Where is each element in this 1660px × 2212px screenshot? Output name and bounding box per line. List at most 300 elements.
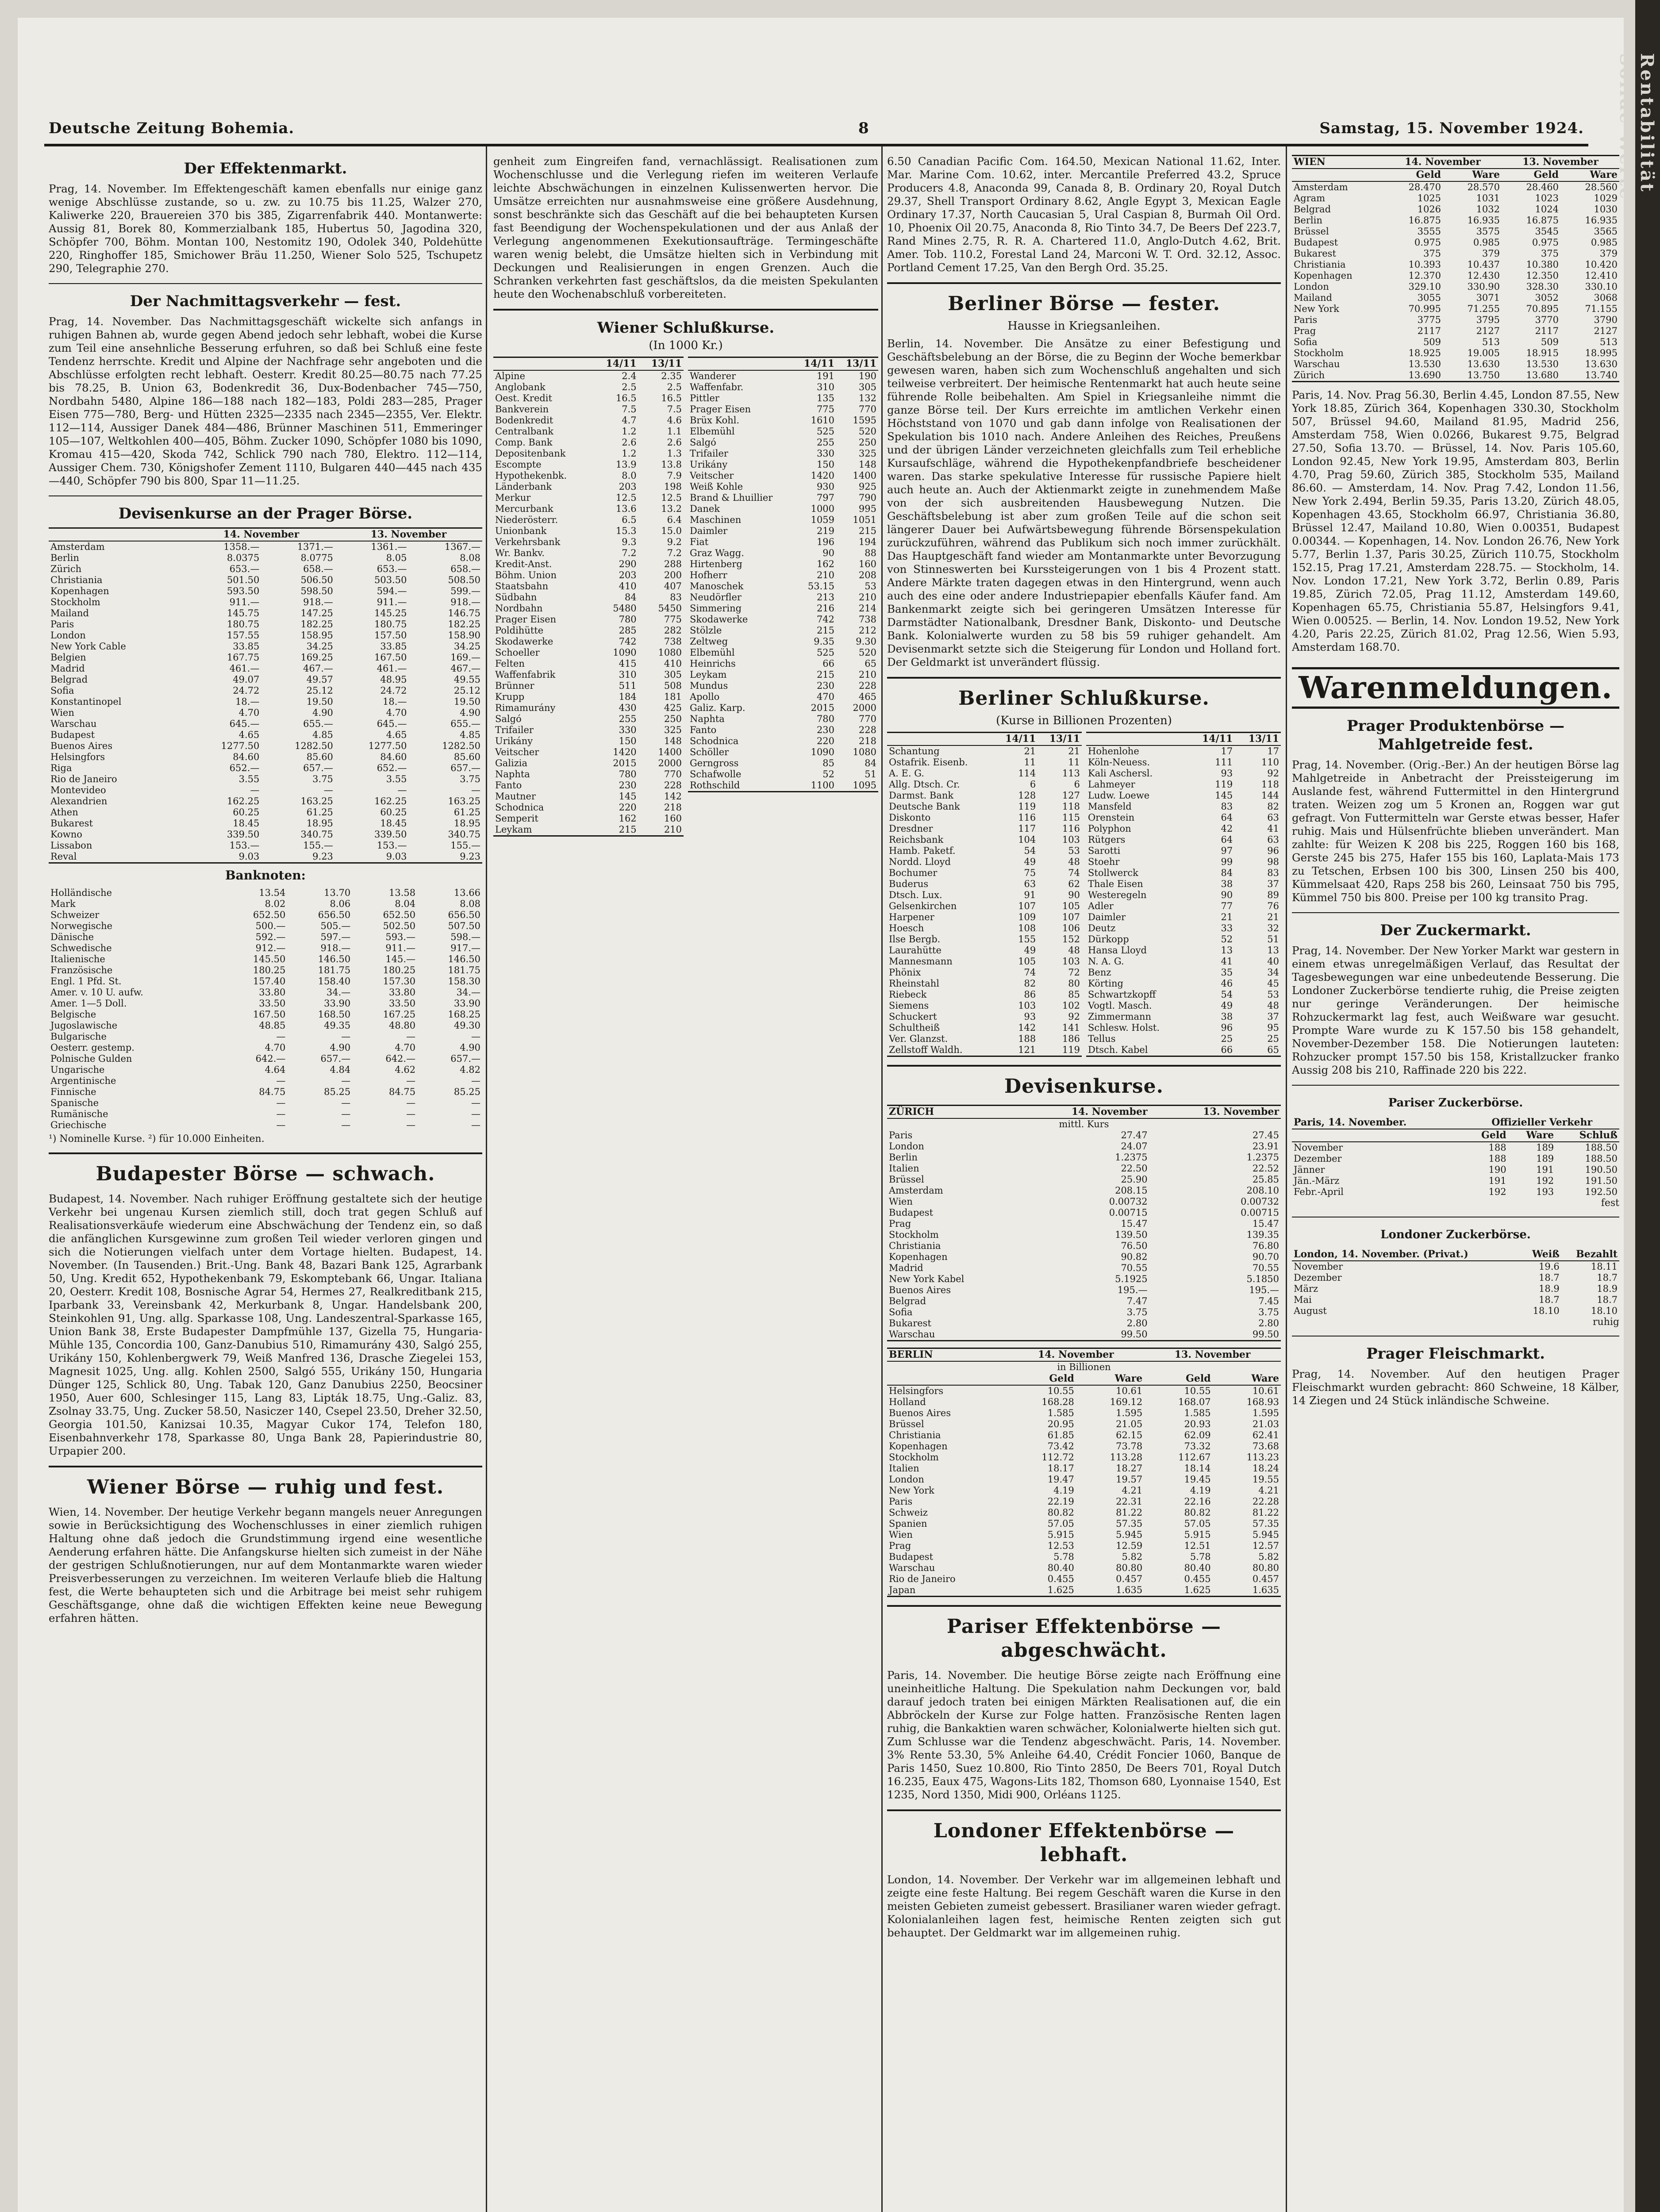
table-row [1292,1175,1619,1187]
column-3 [887,155,1281,2212]
table-row [887,1496,1281,1507]
col-header: 13/11 [1038,733,1082,746]
separator [887,1065,1281,1067]
cell-value: 76 [1267,901,1279,911]
cell-value: 90 [1068,890,1080,900]
cell-value: 188.50 [1585,1142,1618,1153]
cell-value: 21 [1024,746,1036,757]
cell-value: 139.35 [1246,1229,1279,1240]
col-header: Paris, 14. November. [1292,1117,1464,1129]
table-row [49,597,482,608]
table-row [688,691,878,703]
cell-value: — [341,1075,351,1086]
col-header: 13/11 [638,357,684,371]
col-header: WIEN [1292,156,1384,169]
table-row [1292,226,1619,237]
cell-value: 2127 [1594,326,1618,336]
row-label: Schafwolle [690,769,742,780]
cell-value: 57.35 [1116,1518,1143,1529]
cell-value: 325 [858,448,876,459]
row-label: Finnische [50,1087,96,1097]
cell-value: 220 [816,736,835,746]
cell-value: 13.740 [1585,370,1618,380]
col-header: Geld [1008,1373,1076,1385]
cell-value: 339.50 [227,829,260,840]
wiener-kurse [493,357,878,837]
row-label: Sofia [1294,337,1318,347]
table-row [887,956,1082,967]
row-label: Mercurbank [495,503,553,514]
cell-value: 918.— [320,943,351,953]
row-label: Gelsenkirchen [889,901,957,911]
cell-value: 35 [1221,967,1233,978]
cell-value: 60.25 [233,807,260,818]
cell-value: 49.55 [453,674,480,685]
row-label: Dezember [1294,1272,1342,1283]
cell-value: 53 [1068,845,1080,856]
cell-value: 503.50 [374,575,407,585]
cell-value: 6.5 [622,515,637,525]
table-row [688,503,878,515]
table-row [688,492,878,503]
row-label: Dezember [1294,1153,1342,1164]
cell-value: 330 [619,725,637,735]
cell-value: — [276,1120,286,1130]
row-label: Montevideo [50,785,106,795]
row-label: Hoesch [889,923,924,933]
row-label: Ilse Bergb. [889,934,941,945]
cell-value: 509 [1541,337,1559,347]
table-row [1292,1187,1619,1198]
cell-value: 13.8 [661,459,682,470]
cell-value: 89 [1267,890,1279,900]
cell-value: 181 [664,691,682,702]
cell-value: 90 [822,548,835,558]
table-title: Pariser Zuckerbörse. [1388,1096,1523,1110]
row-label: Adler [1088,901,1114,911]
cell-value: 1361.— [371,541,407,552]
table-row [493,691,684,703]
table-row [887,901,1082,912]
table-row [1086,856,1281,868]
cell-value: 18.24 [1252,1463,1279,1474]
cell-value: 5.1850 [1246,1274,1279,1284]
cell-value: 93 [1221,768,1233,779]
cell-value: 213 [816,592,835,603]
table-row [49,718,482,730]
table-row [49,1098,482,1109]
cell-value: 33.80 [259,987,286,998]
table-row [493,570,684,581]
cell-value: 98 [1267,856,1279,867]
page-number: 8 [858,119,869,137]
row-label: Bodenkredit [495,415,553,426]
table-row [49,987,482,998]
cell-value: 25.12 [306,685,333,696]
row-label: Madrid [889,1263,923,1273]
col-header: 13/11 [1234,733,1281,746]
cell-value: 104 [1018,834,1036,845]
row-label: Engl. 1 Pfd. St. [50,976,122,987]
cell-value: 1.635 [1252,1585,1279,1595]
cell-value: 6 [1074,779,1080,790]
cell-value: 41 [1267,823,1279,834]
row-label: London [889,1474,924,1485]
tendency-label: fest [1601,1198,1619,1209]
cell-value: 16.935 [1585,215,1618,226]
cell-value: 0.00732 [1109,1196,1148,1207]
cell-value: 42 [1221,823,1233,834]
row-label: Schodnica [495,802,544,813]
cell-value: 2.5 [667,382,682,392]
row-label: Daimler [690,526,728,536]
table-row [493,780,684,791]
cell-value: 63 [1024,879,1036,889]
cell-value: 48.80 [388,1020,416,1031]
table-row [1086,834,1281,845]
cell-value: 652.50 [383,910,416,920]
cell-value: 930 [816,481,835,492]
table-row [688,459,878,470]
cell-value: 508 [664,680,682,691]
cell-value: 2.6 [622,437,637,448]
cell-value: 3.75 [312,774,333,784]
row-label: Felten [495,658,525,669]
cell-value: 48 [1068,856,1080,867]
cell-value: 467.— [450,663,480,674]
cell-value: 925 [858,481,876,492]
row-label: Hohenlohe [1088,746,1139,757]
cell-value: 0.457 [1116,1574,1143,1584]
table-row [688,415,878,426]
cell-value: 415 [619,658,637,669]
cell-value: 38 [1221,879,1233,889]
table-row [887,1185,1281,1196]
cell-value: 461.— [229,663,260,674]
cell-value: 220 [619,802,637,813]
cell-value: — [250,785,260,795]
row-label: Athen [50,807,78,818]
separator [1292,912,1619,913]
row-label: Prager Eisen [495,614,557,625]
row-label: Belgrad [1294,204,1331,215]
row-label: Verkehrsbank [495,537,561,547]
table-row [1086,912,1281,923]
tendency-label: ruhig [1593,1317,1619,1328]
berliner-kurse [887,732,1281,1057]
table-row [887,801,1082,812]
col-header: Geld [1502,169,1560,181]
cell-value: 27.47 [1121,1130,1148,1141]
cell-value: 19.6 [1539,1261,1560,1272]
cell-value: 18.45 [233,818,260,829]
cell-value: 33.85 [233,641,260,652]
cell-value: 82 [1024,978,1036,989]
cell-value: 1095 [853,780,876,791]
cell-value: 18.995 [1585,348,1618,358]
foreign-rates-text: Paris, 14. Nov. Prag 56.30, Berlin 4.45, London 87.55, New York 18.85, Zürich 364, Kopenhagen 330.30, Stockholm 507, Brüssel 94.60, Mailand 81.95, Madrid 256, Amsterdam 758, Wien 0.0266, Bukarest 9.75, Belgrad 27.50, Sofia 13.70. — Brüssel, 14. Nov. Paris 105.60, London 92.45, New York 19.95, Amsterdam 803, Berlin 4.70, Prag 59.60, Zürich 385, Stockholm 535, Mailand 86.60. — Amsterdam, 14. Nov. Prag 7.42, London 11.56, New York 2.494, Berlin 59.35, Paris 13.20, Zürich 48.05, Kopenhagen 43.65, Stockholm 66.97, Christiania 36.80, Brüssel 12.47, Mailand 10.80, Wien 0.00351, Budapest 0.00344. — Kopenhagen, 14. Nov. London 26.76, New York 5.77, Berlin 1.37, Paris 30.25, Zürich 110.75, Stockholm 152.15, Prag 17.21, Amsterdam 228.75. — Stockholm, 14. Nov. London 17.21, New York 3.72, Berlin 0.89, Paris 19.85, Zürich 72.05, Prag 11.12, Amsterdam 149.60, Kopenhagen 65.75, Christiania 55.87, Helsingfors 9.41, Wien 0.00525. — Berlin, 14. Nov. London 19.52, New York 4.20, Paris 22.25, Zürich 81.02, Prag 12.56, Wien 5.93, Amsterdam 168.70. [1292,388,1619,653]
separator [49,1152,482,1154]
cell-value: 8.0 [622,470,637,481]
table-row [1086,1022,1281,1033]
cell-value: 19.55 [1252,1474,1279,1485]
table-row [1292,370,1619,382]
cell-value: 2117 [1417,326,1441,336]
cell-value: 191 [1536,1164,1554,1175]
cell-value: 119 [1018,801,1036,812]
cell-value: 80 [1068,978,1080,989]
cell-value: 797 [816,492,835,503]
cell-value: 142 [1018,1022,1036,1033]
cell-value: 70.895 [1526,303,1559,314]
table-row [493,393,684,404]
cell-value: 7.45 [1258,1296,1279,1306]
row-label: Rio de Janeiro [50,774,117,784]
cell-value: 7.5 [622,404,637,415]
table-row [49,685,482,696]
row-label: A. E. G. [889,768,924,779]
row-label: Amsterdam [889,1185,943,1196]
column-divider [1286,146,1287,2212]
table-row [493,813,684,824]
table-row [887,768,1082,779]
row-label: Brand & Lhuillier [690,492,773,503]
cell-value: 82 [1267,801,1279,812]
row-label: Schöller [690,747,729,757]
cell-value: 1080 [658,647,682,658]
cell-value: 4.85 [460,730,480,740]
table-row [493,470,684,481]
cell-value: 196 [816,537,835,547]
cell-value: 4.90 [312,707,333,718]
row-label: Polnische Gulden [50,1053,132,1064]
cell-value: 80.82 [1047,1507,1074,1518]
cell-value: 653.— [229,564,260,574]
cell-value: 652.50 [253,910,286,920]
row-label: Griechische [50,1120,107,1130]
cell-value: 25 [1267,1033,1279,1044]
table-row [49,652,482,663]
row-label: Veitscher [690,470,734,481]
row-label: New York [889,1485,934,1496]
table-row [1086,801,1281,812]
cell-value: 33.80 [388,987,416,998]
table-row [688,703,878,714]
cell-value: 64 [1221,834,1233,845]
cell-value: 4.19 [1190,1485,1211,1496]
cell-value: 1031 [1476,193,1500,204]
col-header: Schluß [1556,1129,1619,1142]
devisen-berlin [887,1348,1281,1597]
table-row [1292,1294,1619,1306]
cell-value: 168.07 [1178,1397,1211,1407]
cell-value: 80.80 [1252,1563,1279,1573]
cell-value: — [471,1031,480,1042]
table-row [688,470,878,481]
cell-value: 2117 [1535,326,1559,336]
row-label: Neudörfler [690,592,742,603]
cell-value: 5.82 [1258,1551,1279,1562]
cell-value: 84.60 [233,752,260,762]
cell-value: 5.82 [1122,1551,1143,1562]
cell-value: — [471,1120,480,1130]
cell-value: 40 [1267,956,1279,967]
cell-value: 18.14 [1184,1463,1211,1474]
row-label: Laurahütte [889,945,941,956]
cell-value: 598.— [450,932,480,942]
cell-value: 1282.50 [295,741,333,751]
edge-text [1616,53,1657,240]
cell-value: 461.— [377,663,407,674]
cell-value: 13.530 [1408,359,1441,369]
row-label: Elbemühl [690,647,735,658]
cell-value: 8.06 [330,899,351,909]
cell-value: 145.75 [227,608,260,618]
cell-value: 505.— [320,921,351,931]
table-title: Wiener Schlußkurse. [597,319,775,337]
table-row [887,779,1082,790]
cell-value: 250 [858,437,876,448]
cell-value: 182.25 [300,619,333,630]
table-row [493,526,684,537]
cell-value: — [341,1031,351,1042]
cell-value: 9.03 [238,851,260,862]
cell-value: 33.90 [453,998,480,1009]
cell-value: 167.75 [227,652,260,663]
table-row [49,851,482,863]
cell-value: — [276,1031,286,1042]
cell-value: 3775 [1417,315,1441,325]
article-body: Budapest, 14. November. Nach ruhiger Eröffnung gestaltete sich der heutige Verkehr bei ungenau Kursen ziemlich still, doch trat gegen Schluß auf Realisationsverkäufe wiederum eine Abschwächung der Tendenz ein, so daß die anfänglichen Kursgewinne zum großen Teil wieder verloren gingen und sich die Notierungen vielfach unter dem Vortage hielten. Budapest, 14. November. (In Tausenden.) Brit.-Ung. Bank 48, Bazari Bank 125, Agrarbank 50, Ung. Kredit 652, Hypothekenbank 79, Eskomptebank 66, Ungar. Italiana 20, Oesterr. Kredit 108, Bosnische Agrar 54, Hermes 27, Realkreditbank 215, Iparbank 33, Vereinsbank 42, Merkurbank 8, Ungar. Handelsbank 200, Steinkohlen 91, Ung. allg. Sparkasse 108, Ung. Landeszentral-Sparkasse 165, Union Bank 38, Erste Budapester Dampfmühle 137, Gizella 75, Hungaria-Mühle 135, Concordia 100, Ganz-Danubius 510, Rimamurány 430, Salgó 255, Urikány 150, Kohlenbergwerk 79, Weiß Manfred 136, Drasche Ziegelei 153, Magnesit 1025, Ung. allg. Kohlen 2500, Salgó 555, Urikány 150, Hungaria Dünger 125, Schlick 80, Ung. Tabak 120, Ganz Danubius 2250, Beocsiner 1950, Auer 600, Schlesinger 115, Lang 83, Lipták 18.75, Ung.-Galiz. 83, Zsolnay 33.75, Ung. Zucker 58.50, Nasiczer 140, Csepel 23.50, Dreher 32.50, Georgia 101.50, Kanizsai 10.35, Magyar Cukor 174, Telefon 180, Eisenbahnverkehr 178, Sparkasse 80, Unga Bank 28, Papierindustrie 80, Urpapier 200. [49,1192,482,1457]
cell-value: 49.57 [306,674,333,685]
cell-value: 228 [858,725,876,735]
cell-value: 34.— [326,987,351,998]
cell-value: — [276,1075,286,1086]
table-row [688,437,878,448]
cell-value: 12.5 [661,492,682,503]
row-label: Italien [889,1163,919,1174]
table-row [887,890,1082,901]
row-label: Italien [889,1463,919,1474]
cell-value: 66 [822,658,835,669]
cell-value: 214 [858,603,876,614]
cell-value: 5.1925 [1115,1274,1148,1284]
table-row [1086,923,1281,934]
table-row [1292,215,1619,226]
row-label: Mansfeld [1088,801,1132,812]
cell-value: 162 [619,813,637,824]
cell-value: 117 [1018,823,1036,834]
cell-value: 4.90 [460,707,480,718]
cell-value: 0.455 [1184,1574,1211,1584]
cell-value: 28.460 [1526,182,1559,192]
row-label: Merkur [495,492,531,503]
devisen-wien [1292,155,1619,382]
cell-value: 655.— [450,718,480,729]
cell-value: 37 [1267,879,1279,889]
row-label: Niederösterr. [495,515,558,525]
cell-value: — [406,1031,416,1042]
cell-value: 74 [1024,967,1036,978]
cell-value: 153.— [377,840,407,851]
table-row [887,1419,1281,1430]
separator [49,495,482,496]
cell-value: 1023 [1535,193,1559,204]
table-row [688,736,878,747]
article-body: London, 14. November. Der Verkehr war im allgemeinen lebhaft und zeigte eine feste Haltung. Bei regem Geschäft waren die Kurse in den meisten Gebieten zumeist gebessert. Brasilianer waren wieder gefragt. Kolonialanleihen lagen fest, heimische Renten zeigten sich gut behauptet. Der Geldmarkt war im allgemeinen ruhig. [887,1873,1281,1939]
cell-value: 911.— [385,943,416,953]
row-label: Sofia [889,1307,913,1317]
cell-value: 48.95 [380,674,407,685]
row-label: Benz [1088,967,1111,978]
cell-value: 155 [1018,934,1036,945]
table-row [49,954,482,965]
table-row [887,845,1082,856]
separator [493,309,878,311]
cell-value: 115 [1062,812,1080,823]
londoner-zucker-table [1292,1248,1619,1317]
row-label: Centralbank [495,426,553,437]
separator [887,1605,1281,1607]
cell-value: 33.50 [388,998,416,1009]
cell-value: 3575 [1476,226,1500,237]
table-row [887,1529,1281,1540]
table-row [1086,757,1281,768]
col-header: 14. November [1018,1106,1149,1119]
table-row [1292,359,1619,370]
article-title: Londoner Effektenbörse — lebhaft. [933,1820,1235,1866]
col-header: Geld [1144,1373,1212,1385]
table-row [688,636,878,647]
cell-value: 208 [858,570,876,580]
berliner-kurse-left [887,732,1082,1057]
row-label: Jänner [1294,1164,1325,1175]
table-row [887,1263,1281,1274]
row-label: Oest. Kredit [495,393,552,403]
cell-value: 90 [1221,890,1233,900]
table-row [1292,1164,1619,1175]
cell-value: 62.15 [1116,1430,1143,1440]
row-label: Schuckert [889,1011,937,1022]
wiener-kurse-left [493,357,684,837]
table-row [49,943,482,954]
cell-value: 81.22 [1116,1507,1143,1518]
row-label: Anglobank [495,382,546,392]
cell-value: 12.430 [1467,270,1500,281]
table-row [887,1385,1281,1397]
cell-value: 195.— [1117,1285,1148,1295]
cell-value: 18.11 [1591,1261,1618,1272]
table-row [887,1551,1281,1563]
cell-value: 1.595 [1252,1408,1279,1418]
cell-value: 15.3 [615,526,637,536]
cell-value: 19.47 [1047,1474,1074,1485]
table-row [493,382,684,393]
separator [887,282,1281,284]
cell-value: 230 [619,780,637,791]
row-label: Stockholm [50,597,100,607]
cell-value: 10.61 [1116,1386,1143,1396]
cell-value: 33 [1221,923,1233,933]
cell-value: 3.75 [460,774,480,784]
row-label: Kowno [50,829,82,840]
cell-value: 525 [816,426,835,437]
table-row [887,1518,1281,1529]
cell-value: 73.32 [1184,1441,1211,1452]
row-label: Stockholm [889,1452,939,1463]
cell-value: 4.70 [395,1042,416,1053]
cell-value: 105 [1062,901,1080,911]
